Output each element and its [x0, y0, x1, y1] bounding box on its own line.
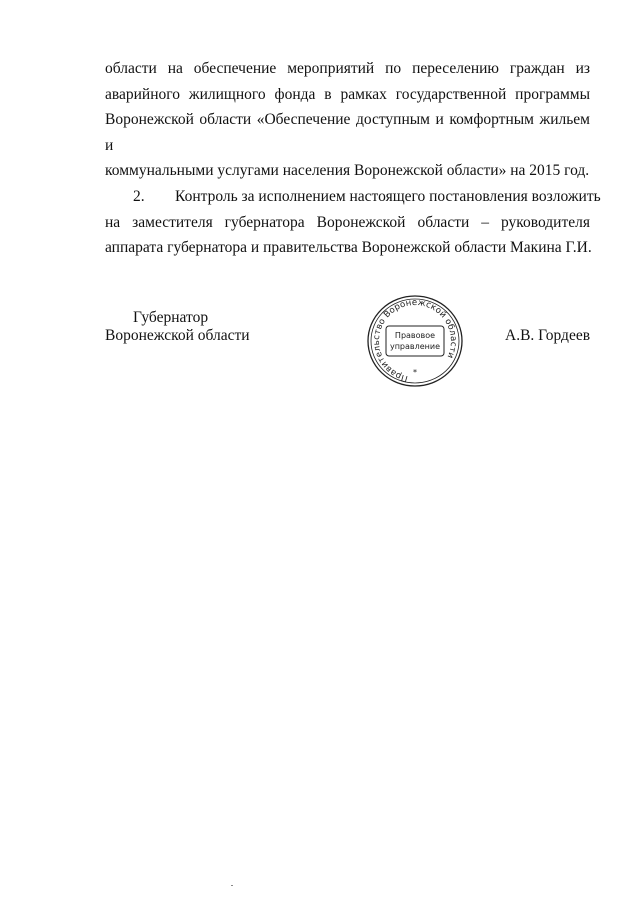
seal-center-line-1: Правовое — [394, 331, 436, 340]
signature-name: А.В. Гордеев — [505, 327, 591, 344]
paragraph-1-line-3: Воронежской области «Обеспечение доступным и комфортным жильем и — [105, 111, 590, 154]
paragraph-1-line-4: коммунальными услугами населения Воронежской области» на 2015 год. — [105, 162, 590, 180]
item-2-first-line — [105, 184, 601, 210]
item-2-line-3: аппарата губернатора и правительства Воронежской области Макина Г.И. — [105, 239, 592, 257]
item-2-number: 2. — [133, 187, 145, 205]
paragraph-1-line-2: аварийного жилищного фонда в рамках государственной программы — [105, 85, 590, 103]
scan-dot — [231, 885, 233, 886]
official-seal — [360, 293, 470, 393]
document-body — [105, 56, 601, 261]
signature-position — [105, 309, 250, 345]
signature-region: Воронежской области — [105, 327, 250, 344]
signature-title: Губернатор — [133, 309, 209, 326]
paragraph-1-line-1: области на обеспечение мероприятий по переселению граждан из — [105, 60, 590, 77]
item-2-line-2: на заместителя губернатора Воронежской области – руководителя — [105, 213, 590, 231]
item-2-line-1: Контроль за исполнением настоящего постановления возложить — [175, 187, 601, 205]
seal-center-line-2: управление — [389, 342, 441, 351]
seal-star: * — [413, 368, 417, 377]
seal-ring-text: Правительство Воронежской области — [371, 297, 459, 384]
